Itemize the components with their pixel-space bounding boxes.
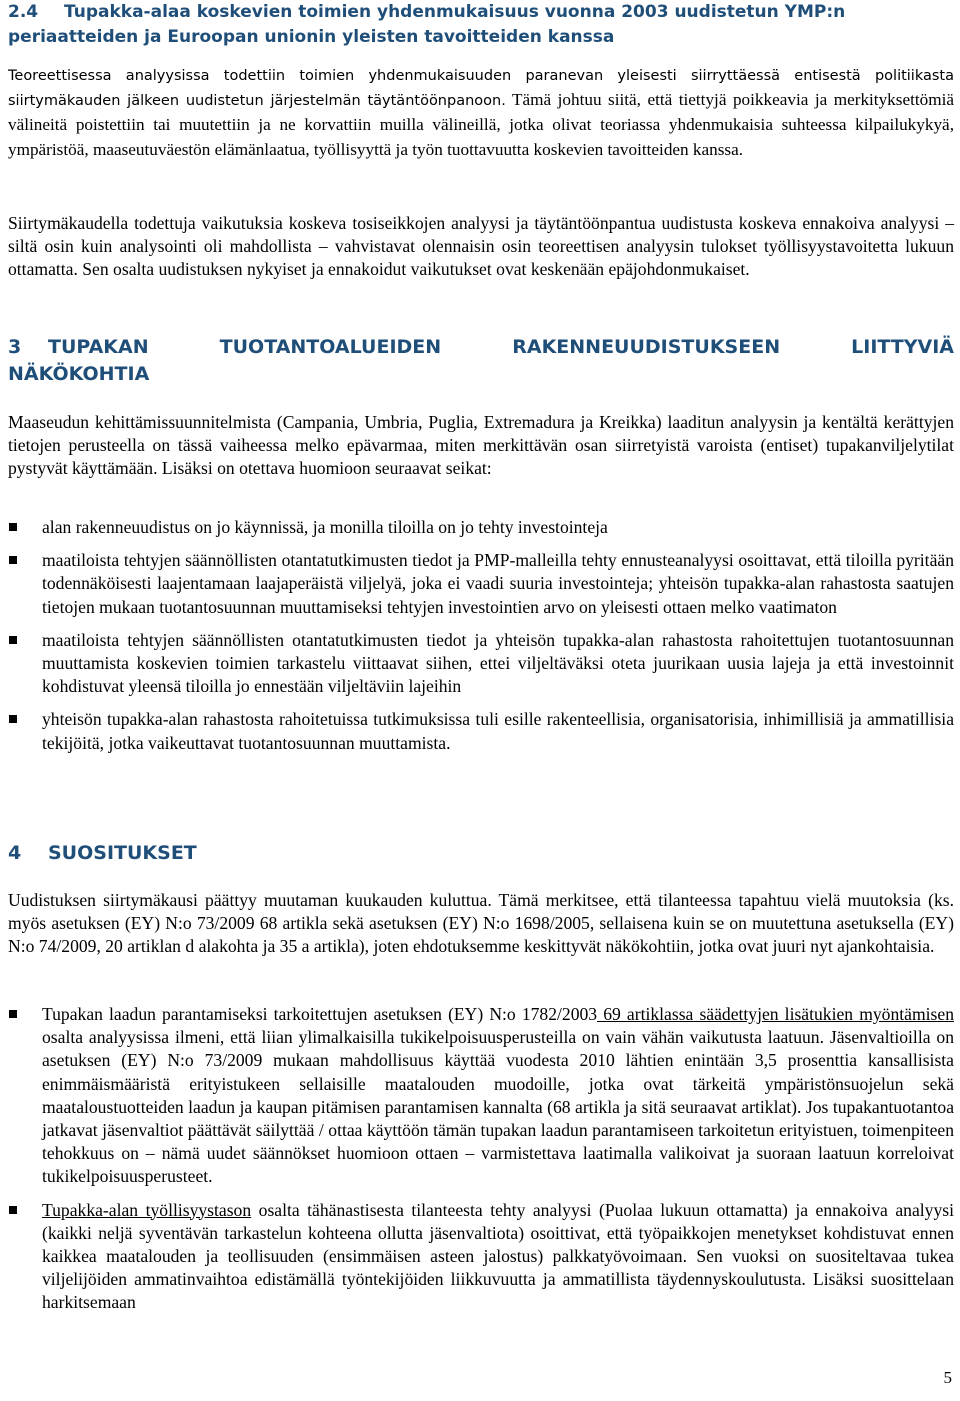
- bullet-square-icon: [9, 523, 17, 531]
- paragraph: Siirtymäkaudella todettuja vaikutuksia koskeva tosiseikkojen analyysi ja täytäntöönpantua uudistusta koskeva ennakoiva analyysi – siltä osin kuin analysointi oli mahdollista – vahvistavat olennaisin osin teoreettisen analyysin tulokset työllisyystavoitetta lukuun ottamatta. Sen osalta uudistuksen nykyiset ja ennakoidut vaikutukset ovat keskenään epäjohdonmukaiset.: [8, 213, 954, 280]
- list-item: [8, 1199, 954, 1315]
- section-heading-3: [8, 334, 954, 388]
- list-item: [8, 549, 954, 619]
- section-heading-2-4: [8, 0, 954, 50]
- list-item-text: osalta analyysissa ilmeni, että liian ylimalkaisilla tukikelpoisuusperusteilla on vain vähän vaikutusta laatuun. Jäsenvaltioilla on asetuksen (EY) N:o 73/2009 mukaan mahdollisuus käyttää vuodesta 2010 lähtien enintään 3,5 prosenttia kansallisista enimmäismääristä erityistukeen sellaisille maatalouden muodoille, jotka ovat tärkeitä ympäristönsuojelun sekä maataloustuotteiden laadun ja kaupan pitämisen parantamisen kannalta (68 artikla ja sitä seuraavat artiklat). Jos tupakantuotantoa jatkavat jäsenvaltiot päättävät säilyttää / ottaa käyttöön tämän tupakan laadun parantamiseen tarkoitetun erityistuen, toimenpiteen tehokkuus on – nämä uudet säännökset huomioon ottaen – varmistettava laatimalla valikoivat ja suoraan laatuun korreloivat tukikelpoisuusperusteet.: [42, 1027, 954, 1187]
- bullet-list: [8, 1003, 954, 1315]
- list-item-text: maatiloista tehtyjen säännöllisten otantatutkimusten tiedot ja PMP-malleilla tehty ennusteanalyysi osoittavat, että tiloilla pyritään todennäköisesti laajentamaan laajaperäistä viljelyä, joka ei vaadi suuria investointeja; yhteisön tupakka-alan rahastosta saatujen tietojen mukaan tuotantosuunnan muuttamiseksi tehtyjen investointien arvo on yleisesti ottaen melko vaatimaton: [42, 550, 954, 617]
- bullet-square-icon: [9, 636, 17, 644]
- bullet-square-icon: [9, 556, 17, 564]
- underlined-text: Tupakka-alan työllisyystason: [42, 1199, 252, 1220]
- list-item-text: yhteisön tupakka-alan rahastosta rahoitetuissa tutkimuksissa tuli esille rakenteellisia, organisatorisia, inhimillisiä ja ammatillisia tekijöitä, jotka vaikeuttavat tuotantosuunnan muuttamista.: [42, 709, 954, 753]
- list-item: [8, 708, 954, 754]
- section-number: 2.4: [8, 2, 39, 22]
- section-title: TUPAKAN TUOTANTOALUEIDEN RAKENNEUUDISTUKSEEN LIITTYVIÄ NÄKÖKOHTIA: [8, 336, 954, 385]
- section-number: 4: [8, 842, 22, 864]
- bullet-square-icon: [9, 1010, 17, 1018]
- paragraph: Uudistuksen siirtymäkausi päättyy muutaman kuukauden kuluttua. Tämä merkitsee, että tilanteessa tapahtuu vielä muutoksia (ks. myös asetuksen (EY) N:o 73/2009 68 artikla sekä asetuksen (EY) N:o 1698/2005, sellaisena kuin se on muutettuna asetuksella (EY) N:o 74/2009, 20 artiklan d alakohta ja 35 a artikla), joten ehdotuksemme keskittyvät näkökohtiin, jotka ovat juuri nyt ajankohtaisia.: [8, 890, 954, 957]
- paragraph-part: Teoreettisessa analyysissa todettiin toimien yhdenmukaisuuden paranevan yleisesti siirryttäessä entisestä politiikasta siirtymäkauden jälkeen uudistetun järjestelmän täytäntöönpanoon.: [8, 68, 954, 109]
- section-title: SUOSITUKSET: [48, 842, 197, 864]
- list-item: [8, 516, 954, 539]
- page-number: 5: [943, 1368, 952, 1387]
- list-item: [8, 1003, 954, 1189]
- list-item-text: Tupakan laadun parantamiseksi tarkoitettujen asetuksen (EY) N:o 1782/2003: [42, 1004, 598, 1024]
- bullet-square-icon: [9, 1206, 17, 1214]
- section-title: Tupakka-alaa koskevien toimien yhdenmukaisuus vuonna 2003 uudistetun YMP:n periaatteiden ja Euroopan unionin yleisten tavoitteiden kanssa: [8, 2, 846, 47]
- list-item-text: alan rakenneuudistus on jo käynnissä, ja monilla tiloilla on jo tehty investointeja: [42, 517, 608, 537]
- list-item-text: maatiloista tehtyjen säännöllisten otantatutkimusten tiedot ja yhteisön tupakka-alan rahastosta rahoitettujen tuotantosuunnan muuttamista koskevien toimien tarkastelu viittaavat siihen, ettei viljeltäväksi oteta juurikaan uusia lajeja ja että investoinnit kohdistuvat yleensä tiloilla jo ennestään viljeltäviin lajeihin: [42, 629, 954, 697]
- section-heading-4: [8, 840, 954, 867]
- paragraph-part: Tämä johtuu siitä, että tiettyjä poikkeavia ja merkityksettömiä välineitä poistettiin tai muutettiin ja ne korvattiin muilla välineillä, jotka olivat teoriassa yhdenmukaisia suhteessa kilpailukykyä, ympäristöä, maaseutuväestön elämänlaatua, työllisyyttä ja työn tuottavuutta koskevien tavoitteiden kanssa.: [8, 90, 955, 159]
- bullet-square-icon: [9, 715, 17, 723]
- paragraph: Maaseudun kehittämissuunnitelmista (Campania, Umbria, Puglia, Extremadura ja Kreikka) laaditun analyysin ja kentältä kerättyjen tietojen perusteella on tässä vaiheessa melko epävarmaa, miten merkittävän osan siirretyistä varoista (entiset) tupakanviljelytilat pystyvät käyttämään. Lisäksi on otettava huomioon seuraavat seikat:: [8, 412, 954, 479]
- underlined-text: 69 artiklassa säädettyjen lisätukien myöntämisen: [597, 1004, 954, 1024]
- list-item-text: osalta tähänastisesta tilanteesta tehty analyysi (Puolaa lukuun ottamatta) ja ennakoiva analyysi (kaikki neljä syventävän tarkastelun kohteena ollutta jäsenvaltiota) osoittivat, että työpaikkojen menetykset kohdistuvat ennen kaikkea maatalouden ja teollisuuden (ensimmäisen asteen jalostus) palkkatyövoimaan. Sen vuoksi on suositeltavaa tukea viljelijöiden ammatinvaihtoa edistämällä työntekijöiden liikkuvuutta ja ammatillista täydennyskoulutusta. Lisäksi suosittelaan harkitsemaan: [42, 1199, 954, 1313]
- paragraph: [8, 64, 954, 163]
- section-number: 3: [8, 336, 22, 358]
- bullet-list: [8, 516, 954, 755]
- list-item: [8, 629, 954, 699]
